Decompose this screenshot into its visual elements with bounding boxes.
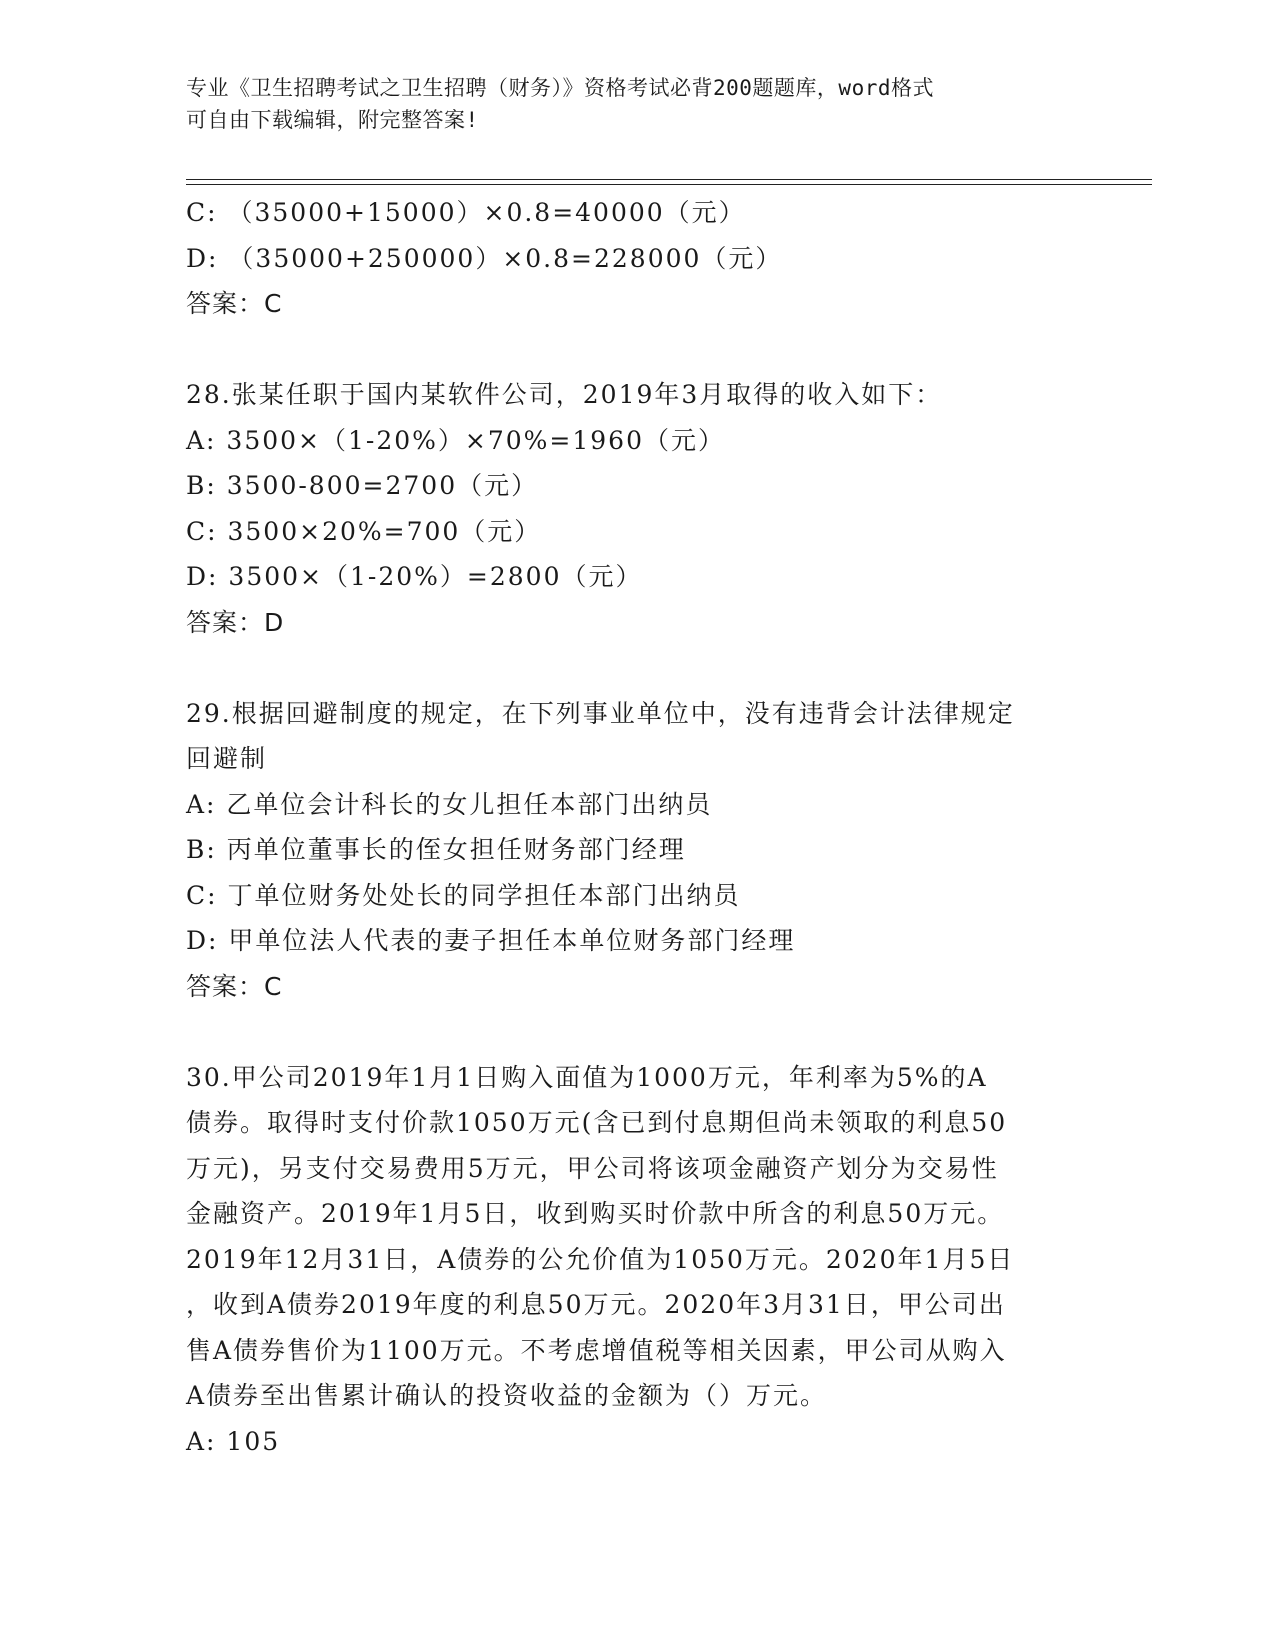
q30-question-line-2: 债券。取得时支付价款1050万元(含已到付息期但尚未领取的利息50 bbox=[186, 1108, 1008, 1137]
q28-option-a: A: 3500×（1-20%）×70%=1960（元） bbox=[186, 425, 725, 455]
q30-question-line-4: 金融资产。2019年1月5日，收到购买时价款中所含的利息50万元。 bbox=[186, 1199, 1005, 1228]
spacer bbox=[186, 1009, 1086, 1055]
q29-answer: 答案：C bbox=[186, 971, 283, 1001]
q29-question-line-1: 29.根据回避制度的规定，在下列事业单位中，没有违背会计法律规定 bbox=[186, 698, 1015, 728]
q30-question-line-8: A债券至出售累计确认的投资收益的金额为（）万元。 bbox=[186, 1381, 828, 1410]
header-divider-top bbox=[186, 179, 1152, 180]
header-title-line-1: 专业《卫生招聘考试之卫生招聘（财务）》资格考试必背200题题库，word格式 bbox=[186, 76, 934, 100]
document-header bbox=[186, 72, 1086, 136]
q28-option-d: D: 3500×（1-20%）=2800（元） bbox=[186, 562, 643, 591]
header-divider-bottom bbox=[186, 184, 1152, 185]
q29-question-line-2: 回避制 bbox=[186, 744, 268, 773]
q29-option-d: D: 甲单位法人代表的妻子担任本单位财务部门经理 bbox=[186, 926, 796, 955]
q28-answer: 答案：D bbox=[186, 607, 285, 637]
q30-question-line-3: 万元)，另支付交易费用5万元，甲公司将该项金融资产划分为交易性 bbox=[186, 1153, 999, 1183]
q27-option-d: D: （35000+250000）×0.8=228000（元） bbox=[186, 243, 783, 273]
q27-option-c: C: （35000+15000）×0.8=40000（元） bbox=[186, 198, 746, 227]
q28-option-c: C: 3500×20%=700（元） bbox=[186, 516, 542, 546]
q28-question: 28.张某任职于国内某软件公司，2019年3月取得的收入如下： bbox=[186, 380, 943, 409]
q29-option-a: A: 乙单位会计科长的女儿担任本部门出纳员 bbox=[186, 789, 713, 819]
q30-question-line-1: 30.甲公司2019年1月1日购入面值为1000万元，年利率为5%的A bbox=[186, 1062, 988, 1092]
spacer bbox=[186, 327, 1086, 373]
q28-option-b: B: 3500-800=2700（元） bbox=[186, 471, 539, 500]
spacer bbox=[186, 645, 1086, 691]
q30-question-line-7: 售A债券售价为1100万元。不考虑增值税等相关因素，甲公司从购入 bbox=[186, 1335, 1007, 1365]
q27-answer: 答案：C bbox=[186, 289, 283, 318]
q30-question-line-5: 2019年12月31日，A债券的公允价值为1050万元。2020年1月5日 bbox=[186, 1244, 1015, 1274]
q30-option-a: A: 105 bbox=[186, 1426, 281, 1456]
question-content bbox=[186, 190, 1086, 1464]
q30-question-line-6: ，收到A债券2019年度的利息50万元。2020年3月31日，甲公司出 bbox=[186, 1290, 1006, 1319]
q29-option-b: B: 丙单位董事长的侄女担任财务部门经理 bbox=[186, 835, 686, 864]
q29-option-c: C: 丁单位财务处处长的同学担任本部门出纳员 bbox=[186, 880, 741, 910]
header-title-line-2: 可自由下载编辑，附完整答案! bbox=[186, 108, 479, 132]
